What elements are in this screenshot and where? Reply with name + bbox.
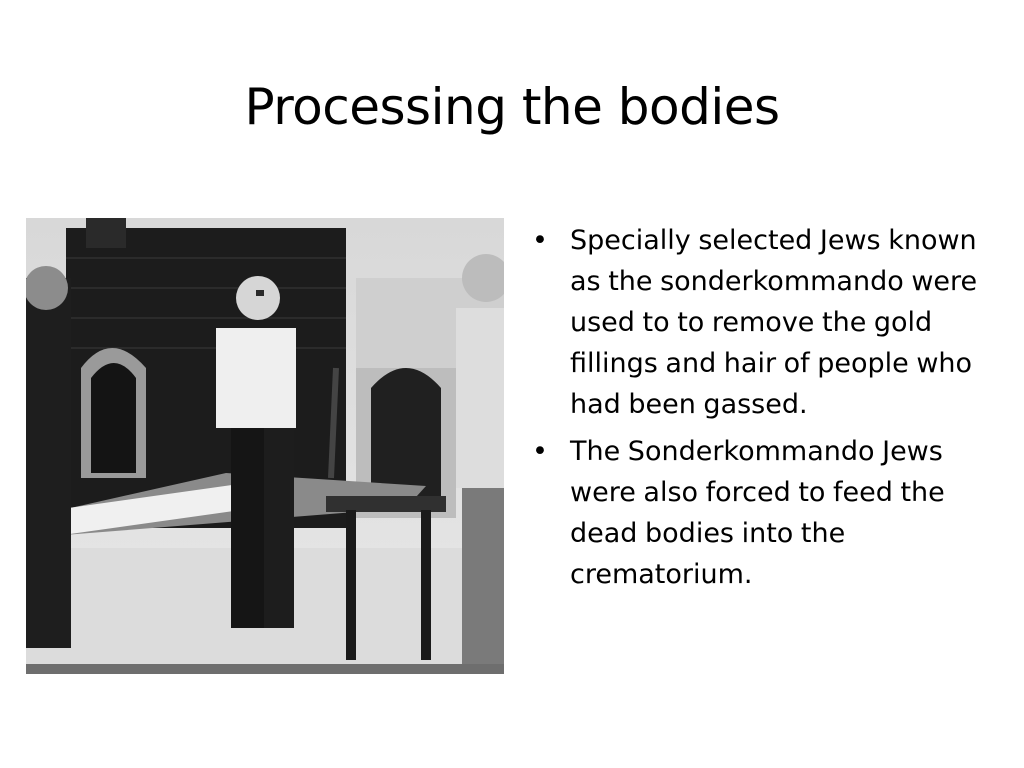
bullet-list [530,220,1000,601]
bullet-item [530,431,1000,595]
bullet-item [530,220,1000,425]
bullet-dot-icon: • [532,225,548,256]
bullet-text: Specially selected Jews known as the sonderkommando were used to to remove the gold fillings and hair of people who had been gassed. [570,225,978,420]
slide-title: Processing the bodies [244,78,780,136]
historical-photo [26,218,504,674]
bullet-text: The Sonderkommando Jews were also forced to feed the dead bodies into the crematorium. [570,436,945,590]
photo-image [26,218,504,674]
bullet-dot-icon: • [532,436,548,467]
